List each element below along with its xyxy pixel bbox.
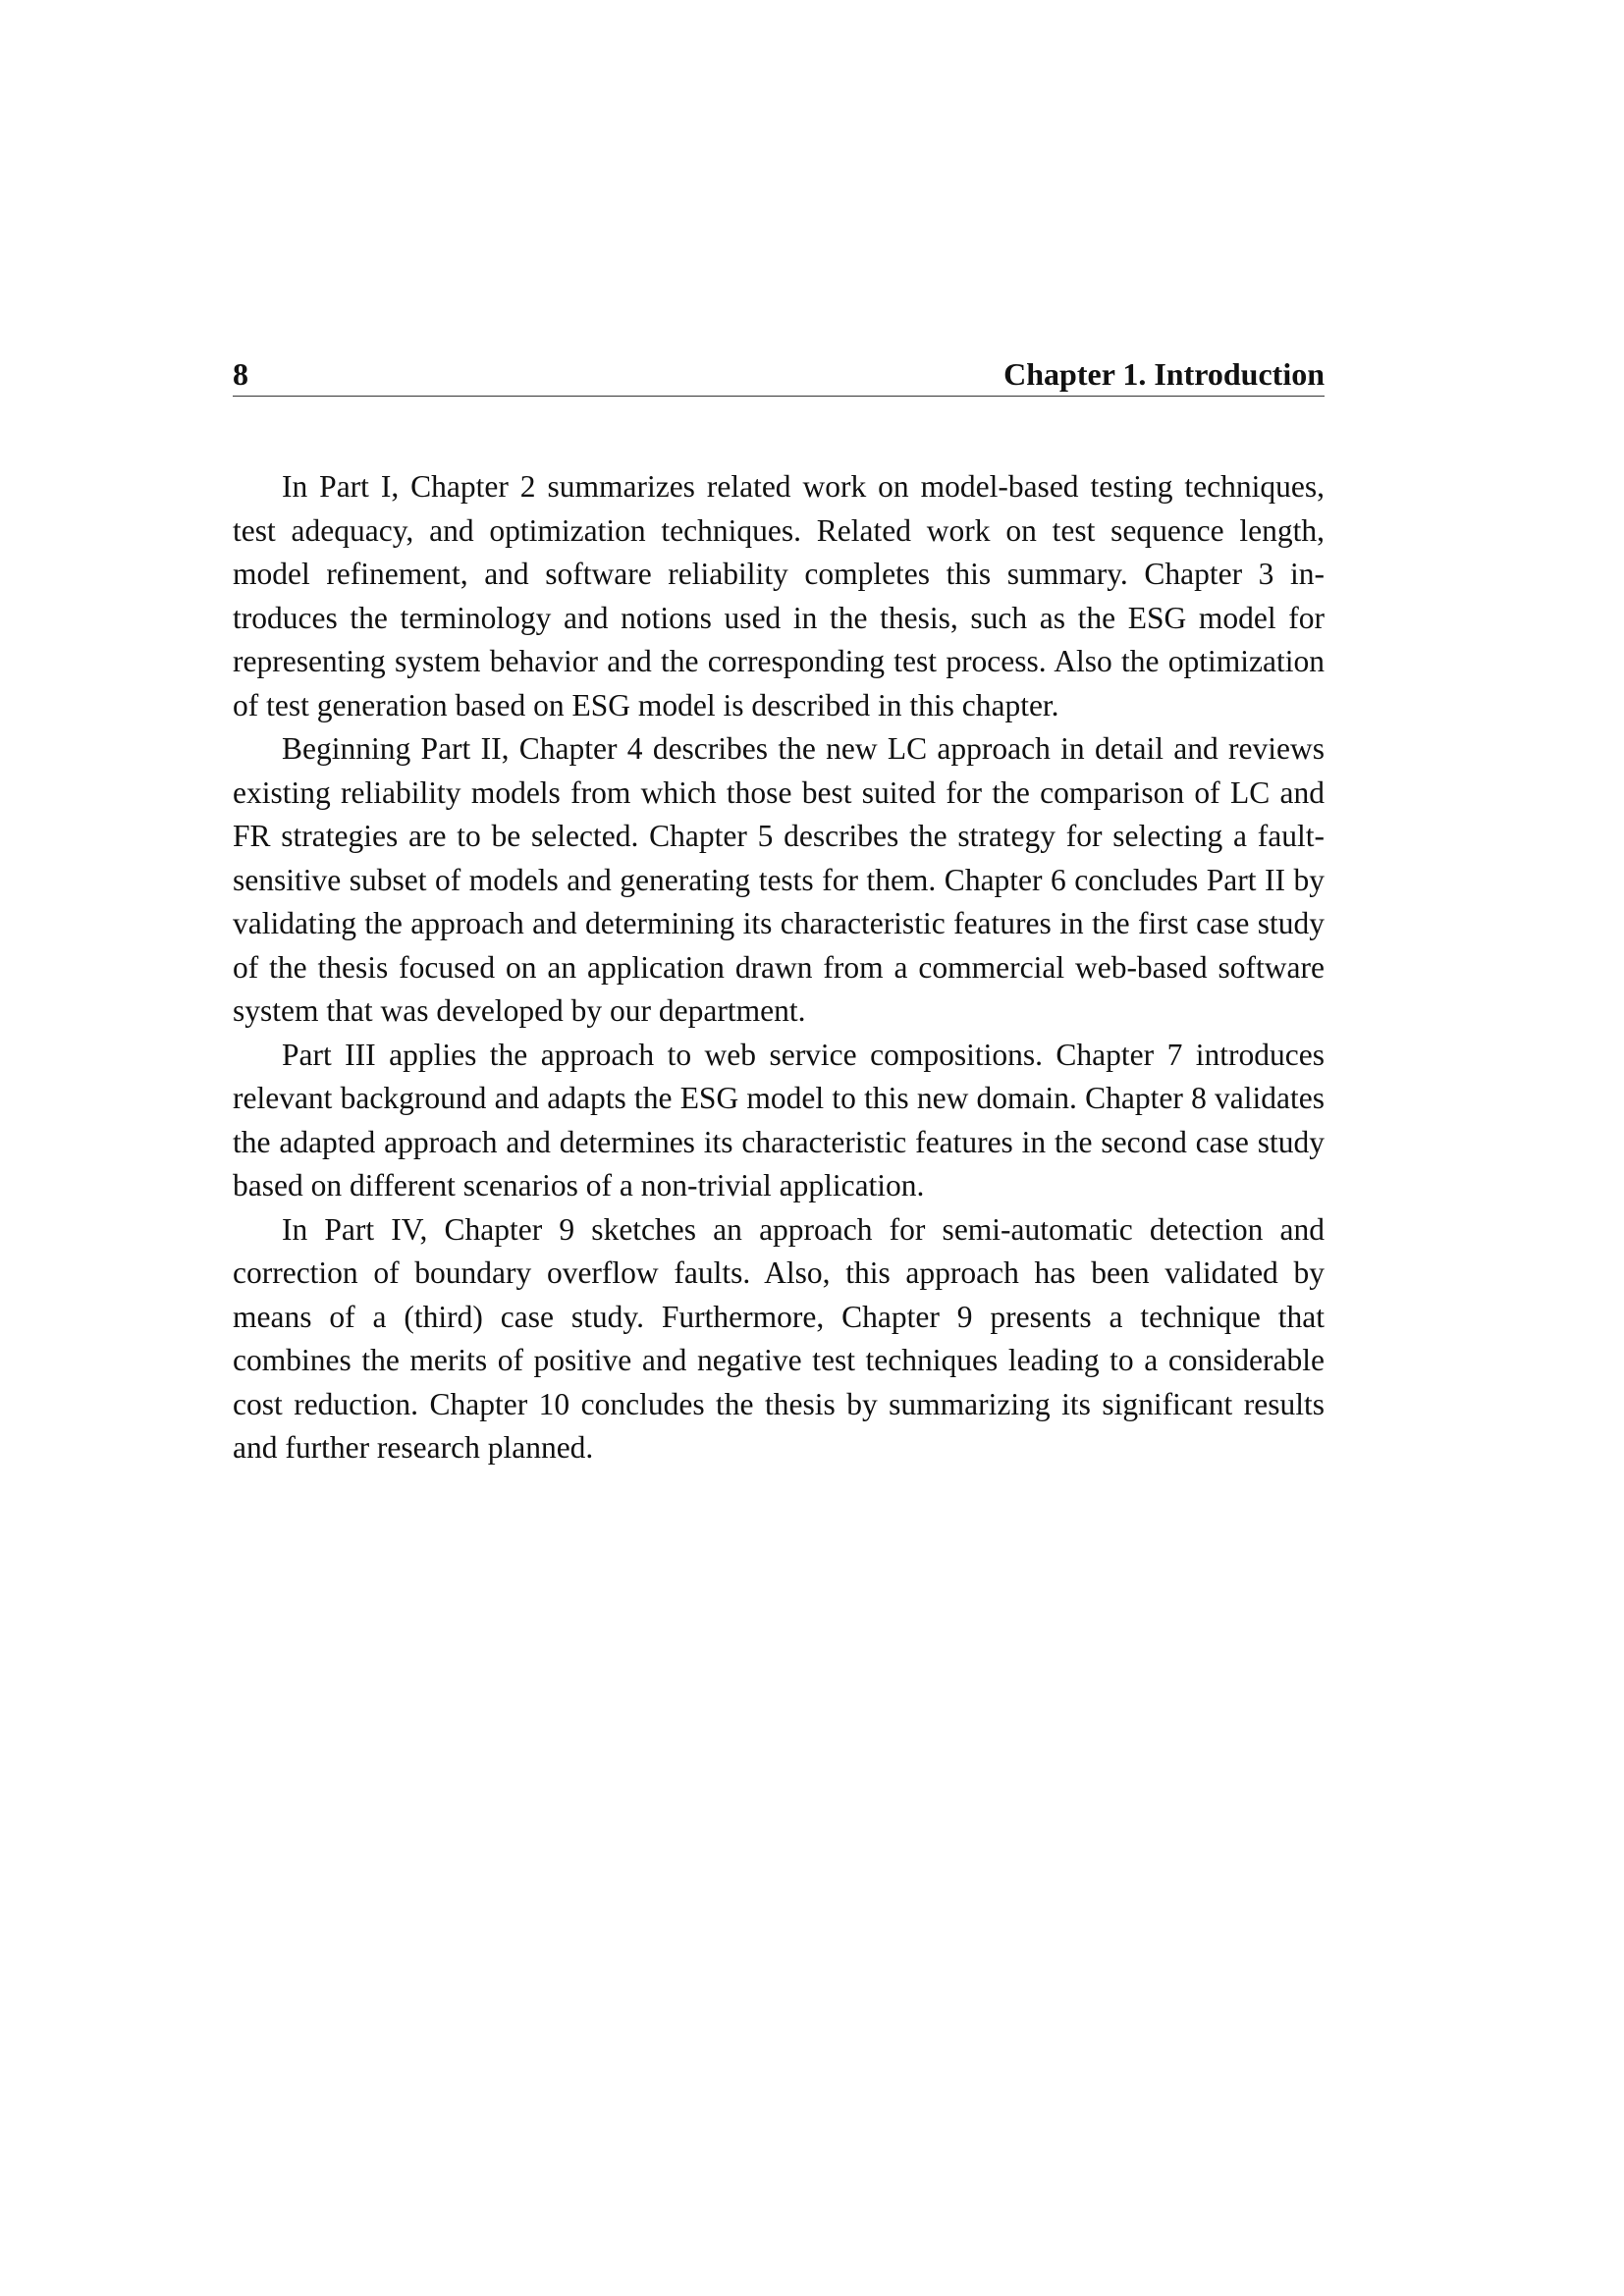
paragraph-part-4: In Part IV, Chapter 9 sketches an approach for semi-automatic detection and correction of boundary overflow faults. Also, this approach has been validated by means of a (third) case study. Furthermore, Chapter 9 presents a technique that combines the merits of positive and negative test techniques leading to a considerable cost reduction. Chapter 10 concludes the thesis by summarizing its significant results and further research planned. xyxy=(233,1211,1325,1465)
paragraph-part-1: In Part I, Chapter 2 summarizes related work on model-based testing techniques, test adequacy, and optimization techniques. Related work on test sequence length, model refinement, and software reliability completes this summary. Chapter 3 introduces the terminology and notions used in the thesis, such as the ESG model for representing system behavior and the corresponding test process. Also the optimization of test generation based on ESG model is described in this chapter. xyxy=(233,469,1325,722)
chapter-title: Chapter 1. Introduction xyxy=(1003,356,1325,392)
paragraph-part-2: Beginning Part II, Chapter 4 describes the new LC approach in detail and reviews existing reliability models from which those best suited for the comparison of LC and FR strategies are to be selected. Chapter 5 describes the strategy for selecting a fault-sensitive subset of models and generating tests for them. Chapter 6 concludes Part II by validating the approach and determining its characteristic features in the first case study of the thesis focused on an application drawn from a commercial web-based software system that was developed by our department. xyxy=(233,731,1325,1028)
page-number: 8 xyxy=(233,356,248,392)
body-text xyxy=(233,465,1325,1470)
paragraph-part-3: Part III applies the approach to web service compositions. Chapter 7 introduces relevant background and adapts the ESG model to this new domain. Chapter 8 validates the adapted approach and determines its characteristic features in the second case study based on different scenarios of a non-trivial application. xyxy=(233,1037,1325,1202)
running-header xyxy=(233,351,1325,397)
